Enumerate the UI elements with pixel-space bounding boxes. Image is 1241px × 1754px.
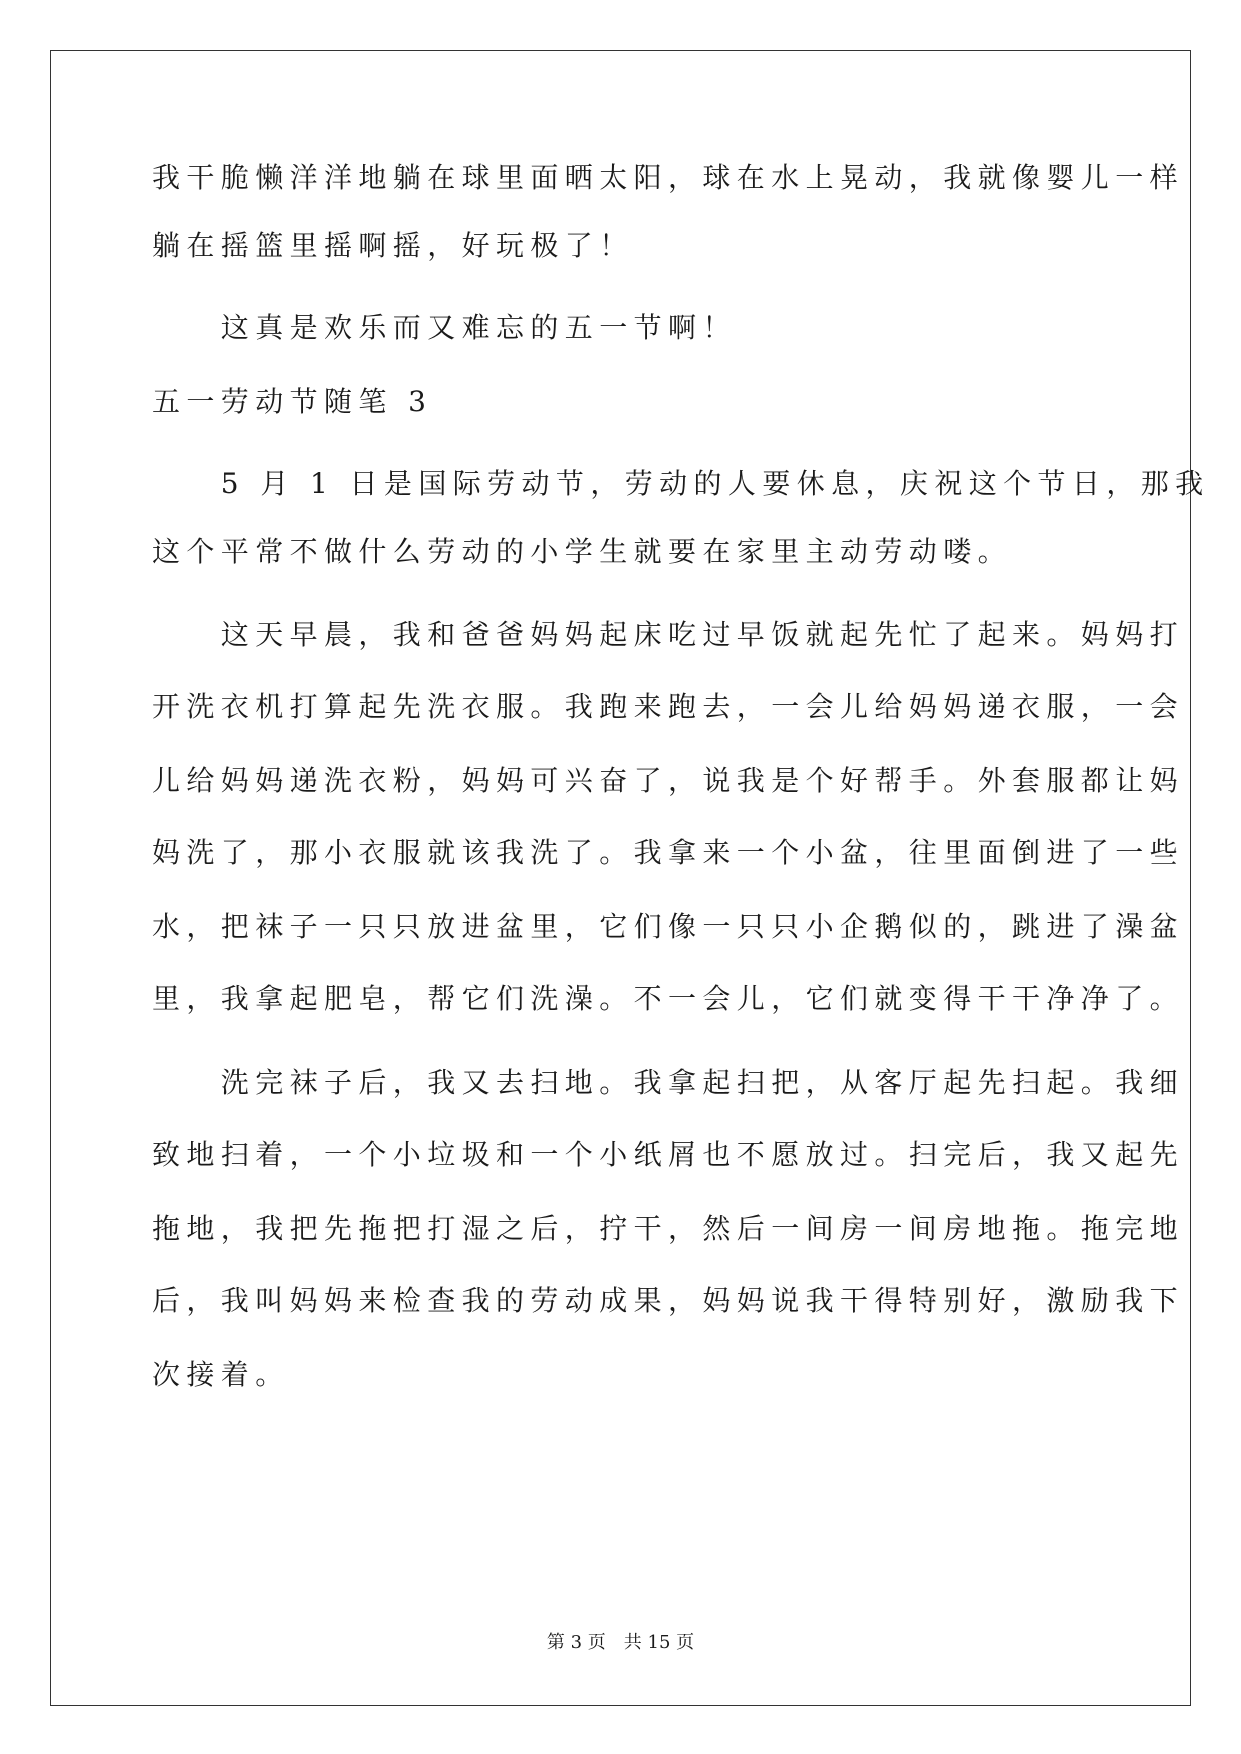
page-footer <box>0 1628 1241 1654</box>
text-line: 开洗衣机打算起先洗衣服。我跑来跑去，一会儿给妈妈递衣服，一会 <box>152 690 1185 723</box>
text-line: 致地扫着，一个小垃圾和一个小纸屑也不愿放过。扫完后，我又起先 <box>152 1138 1185 1171</box>
section-heading: 五一劳动节随笔 3 <box>152 385 433 418</box>
page-number: 第 3 页 共 15 页 <box>546 1632 695 1653</box>
text-line: 这个平常不做什么劳动的小学生就要在家里主动劳动喽。 <box>152 535 1013 568</box>
text-line: 我干脆懒洋洋地躺在球里面晒太阳，球在水上晃动，我就像婴儿一样 <box>152 161 1185 194</box>
text-line: 儿给妈妈递洗衣粉，妈妈可兴奋了，说我是个好帮手。外套服都让妈 <box>152 764 1185 797</box>
text-line: 这天早晨，我和爸爸妈妈起床吃过早饭就起先忙了起来。妈妈打 <box>152 618 1185 651</box>
text-line: 这真是欢乐而又难忘的五一节啊！ <box>152 311 737 344</box>
text-line: 后，我叫妈妈来检查我的劳动成果，妈妈说我干得特别好，激励我下 <box>152 1284 1185 1317</box>
text-line: 拖地，我把先拖把打湿之后，拧干，然后一间房一间房地拖。拖完地 <box>152 1212 1185 1245</box>
text-line: 里，我拿起肥皂，帮它们洗澡。不一会儿，它们就变得干干净净了。 <box>152 982 1185 1015</box>
text-line: 妈洗了，那小衣服就该我洗了。我拿来一个小盆，往里面倒进了一些 <box>152 836 1185 869</box>
page-frame <box>50 50 1191 1706</box>
text-line: 水，把袜子一只只放进盆里，它们像一只只小企鹅似的，跳进了澡盆 <box>152 910 1185 943</box>
text-line: 次接着。 <box>152 1358 290 1391</box>
text-line: 洗完袜子后，我又去扫地。我拿起扫把，从客厅起先扫起。我细 <box>152 1066 1185 1099</box>
text-line: 躺在摇篮里摇啊摇，好玩极了！ <box>152 229 634 262</box>
text-line: 5 月 1 日是国际劳动节，劳动的人要休息，庆祝这个节日，那我 <box>152 467 1210 500</box>
